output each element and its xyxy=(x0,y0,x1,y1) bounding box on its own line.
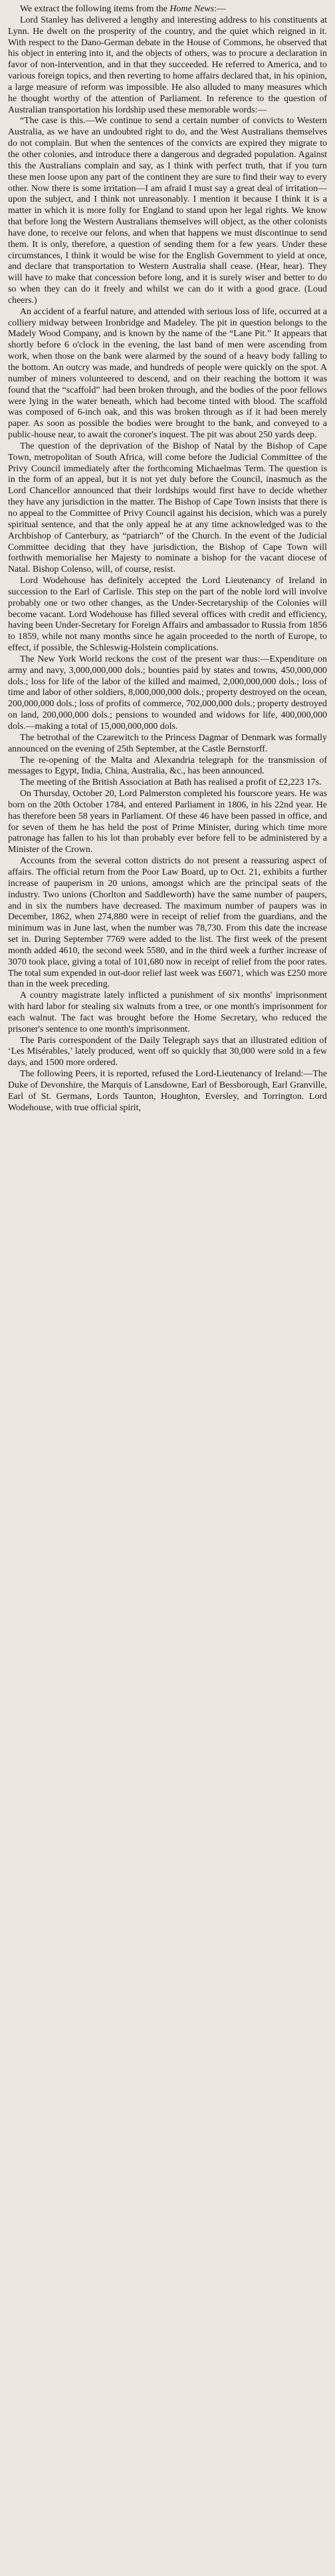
article-stanley-lynn-address: Lord Stanley has delivered a lengthy and interesting address to his constituents at Lynn. He dwelt on the prosperity of the country, and the quiet which reigned in it. With respect to the Dano-German debate in the House of Commons, he observed that his object in entering into it, and the objects of others, was to procure a declaration in favor of non-intervention, and in that they succeeded. He referred to America, and to various foreign topics, and then reverting to home affairs declared that, in his opinion, a large measure of reform was impossible. He also alluded to many measures which he thought worthy of the attention of Parliament. In reference to the question of Australian transportation his lordship used these memorable words:— xyxy=(8,15,327,115)
article-british-association: The meeting of the British Association at Bath has realised a profit of £2,223 17s. xyxy=(20,777,322,788)
article-colliery-accident: An accident of a fearful nature, and attended with serious loss of life, occurred at a colliery midway between Ironbridge and Madeley. The pit in question belongs to the Madely Wood Company, and is known by the name of the “Lane Pit.” It appears that shortly before 6 o'clock in the evening, the last band of men were ascending from work, when those on the bank were alarmed by the sound of a heavy body falling to the bottom. An outcry was made, and hundreds of people were quickly on the spot. A number of miners volunteered to descend, and on their reaching the bottom it was found that the “scaffold” had been broken through, and the bodies of the poor fellows were lying in the water beneath, which had become tinted with blood. The scaffold was composed of 6-inch oak, and this was broken through as if it had been merely paper. As soon as possible the bodies were brought to the bank, and conveyed to a public-house near, to await the coroner's inquest. The pit was about 250 yards deep. xyxy=(8,306,327,441)
article-les-miserables: The Paris correspondent of the Daily Telegraph says that an illustrated edition of ‘Les Misérables,’ lately produced, went off so quickly that 30,000 were sold in a few days, and 1500 more ordered. xyxy=(8,1035,327,1068)
article-palmerston-birthday: On Thursday, October 20, Lord Palmerston completed his fourscore years. He was born on the 20th October 1784, and entered Parliament in 1806, in his 22nd year. He has therefore been 58 years in Parliament. Of these 46 have been passed in office, and for seven of them he has held the post of Prime Minister, during which time more patronage has fallen to his lot than probably ever before fell to be administered by a Minister of the Crown. xyxy=(8,789,327,855)
intro-lead: We extract the following items from the xyxy=(20,4,168,14)
article-cost-of-war: The New York World reckons the cost of the present war thus:—Expenditure on army and navy, 3,000,000,000 dols.; bounties paid by states and towns, 450,000,000 dols.; loss for life of the labor of the killed and maimed, 2,000,000,000 dols.; loss of time and labor of other soldiers, 8,000,000,000 dols.; property destroyed on the ocean, 200,000,000 dols.; loss of profits of commerce, 702,000,000 dols.; property destroyed on land, 200,000,000 dols.; pensions to wounded and widows for life, 400,000,000 dols.—making a total of 15,000,000,000 dols. xyxy=(8,654,327,732)
article-lord-wodehouse: Lord Wodehouse has definitely accepted the Lord Lieutenancy of Ireland in succession to the Earl of Carlisle. This step on the part of the noble lord will involve probably one or two other changes, as the Under-Secretaryship of the Colonies will become vacant. Lord Wodehouse has filled several offices with credit and efficiency, having been Under-Secretary for Foreign Affairs and ambassador to Russia from 1856 to 1859, while not many months since he again proceeded to the north of Europe, to effect, if possible, the Schleswig-Holstein complications. xyxy=(8,576,327,654)
intro-line xyxy=(8,4,327,15)
article-walnut-sentence: A country magistrate lately inflicted a punishment of six months' imprisonment with hard labor for stealing six walnuts from a tree, or one month's imprisonment for each walnut. The fact was brought before the Home Secretary, who reduced the prisoner's sentence to one month's imprisonment. xyxy=(8,990,327,1034)
source-publication: Home News xyxy=(169,4,215,14)
intro-trail: :— xyxy=(214,4,226,14)
article-czarewitch-betrothal: The betrothal of the Czarewitch to the Princess Dagmar of Denmark was formally announced on the evening of 25th September, at the Castle Bernstorff. xyxy=(8,732,327,754)
article-transportation-quote: “The case is this.—We continue to send a certain number of convicts to Western Australia, as we have an undoubted right to do, and the West Australians themselves do not complain. But when the sentences of the convicts are expired they migrate to the other colonies, and introduce there a dangerous and degraded population. Against this the Australians complain and say, as I think with perfect truth, that if you turn these men loose upon any part of the continent they are sure to find their way to every other. Now there is some irritation—I am afraid I must say a great deal of irritation—upon the subject, and I think not unreasonably. I mention it because I think it is a matter in which it is more folly for England to stand upon her legal rights. We know that before long the Western Australians themselves will object, as the other colonists have done, to receive our felons, and when that happens we must discontinue to send them. It is only, therefore, a question of sending them for a few years. Under these circumstances, I think it would be wise for the English Government to yield at once, and declare that transportation to Western Australia shall cease. (Hear, hear). They will have to make that concession before long, and it is surely wiser and better to do so when they can do it freely and whilst we can do it with a good grace. (Loud cheers.) xyxy=(8,116,327,306)
article-cotton-districts: Accounts from the several cotton districts do not present a reassuring aspect of affairs. The official return from the Poor Law Board, up to Oct. 21, exhibits a further increase of pauperism in 20 unions, amongst which are the principal seats of the industry. Two unions (Chorlton and Saddleworth) have the same number of paupers, and in six the numbers have decreased. The maximum number of paupers was in December, 1862, when 274,880 were in receipt of relief from the guardians, and the minimum was in June last, when the number was 78,730. From this date the increase set in. During September 7769 were added to the list. The first week of the present month added 4610, the second week 5580, and in the third week a further increase of 3070 took place, giving a total of 101,680 now in receipt of relief from the poor rates. The total sum expended in out-door relief last week was £6071, which was £250 more than in the week preceding. xyxy=(8,856,327,990)
article-bishop-of-natal: The question of the deprivation of the Bishop of Natal by the Bishop of Cape Town, metropolitan of South Africa, will come before the Judicial Committee of the Privy Council immediately after the forthcoming Michaelmas Term. The question is in the form of an appeal, but it is not yet duly before the Council, inasmuch as the Lord Chancellor announced that their lordships would first have to decide whether they have any jurisdiction in the matter. The Bishop of Cape Town insists that there is no appeal to the Committee of Privy Council against his decision, which was a purely spiritual sentence, and that the only appeal he at any time acknowledged was to the Archbishop of Canterbury, as “patriarch” of the Church. In the event of the Judicial Committee deciding that they have jurisdiction, the Bishop of Cape Town will forthwith memorialise her Majesty to nominate a bishop for the vacant diocese of Natal. Bishop Colenso, will, of course, resist. xyxy=(8,441,327,575)
article-malta-telegraph: The re-opening of the Malta and Alexandria telegraph for the transmission of messages to Egypt, India, China, Australia, &c., has been announced. xyxy=(8,755,327,777)
article-lord-lieutenancy-refusals: The following Peers, it is reported, refused the Lord-Lieutenancy of Ireland:—The Duke of Devonshire, the Marquis of Lansdowne, Earl of Bessborough, Earl Granville, Earl of St. Germans, Lords Taunton, Houghton, Eversley, and Torrington. Lord Wodehouse, with true official spirit, xyxy=(8,1069,327,1113)
